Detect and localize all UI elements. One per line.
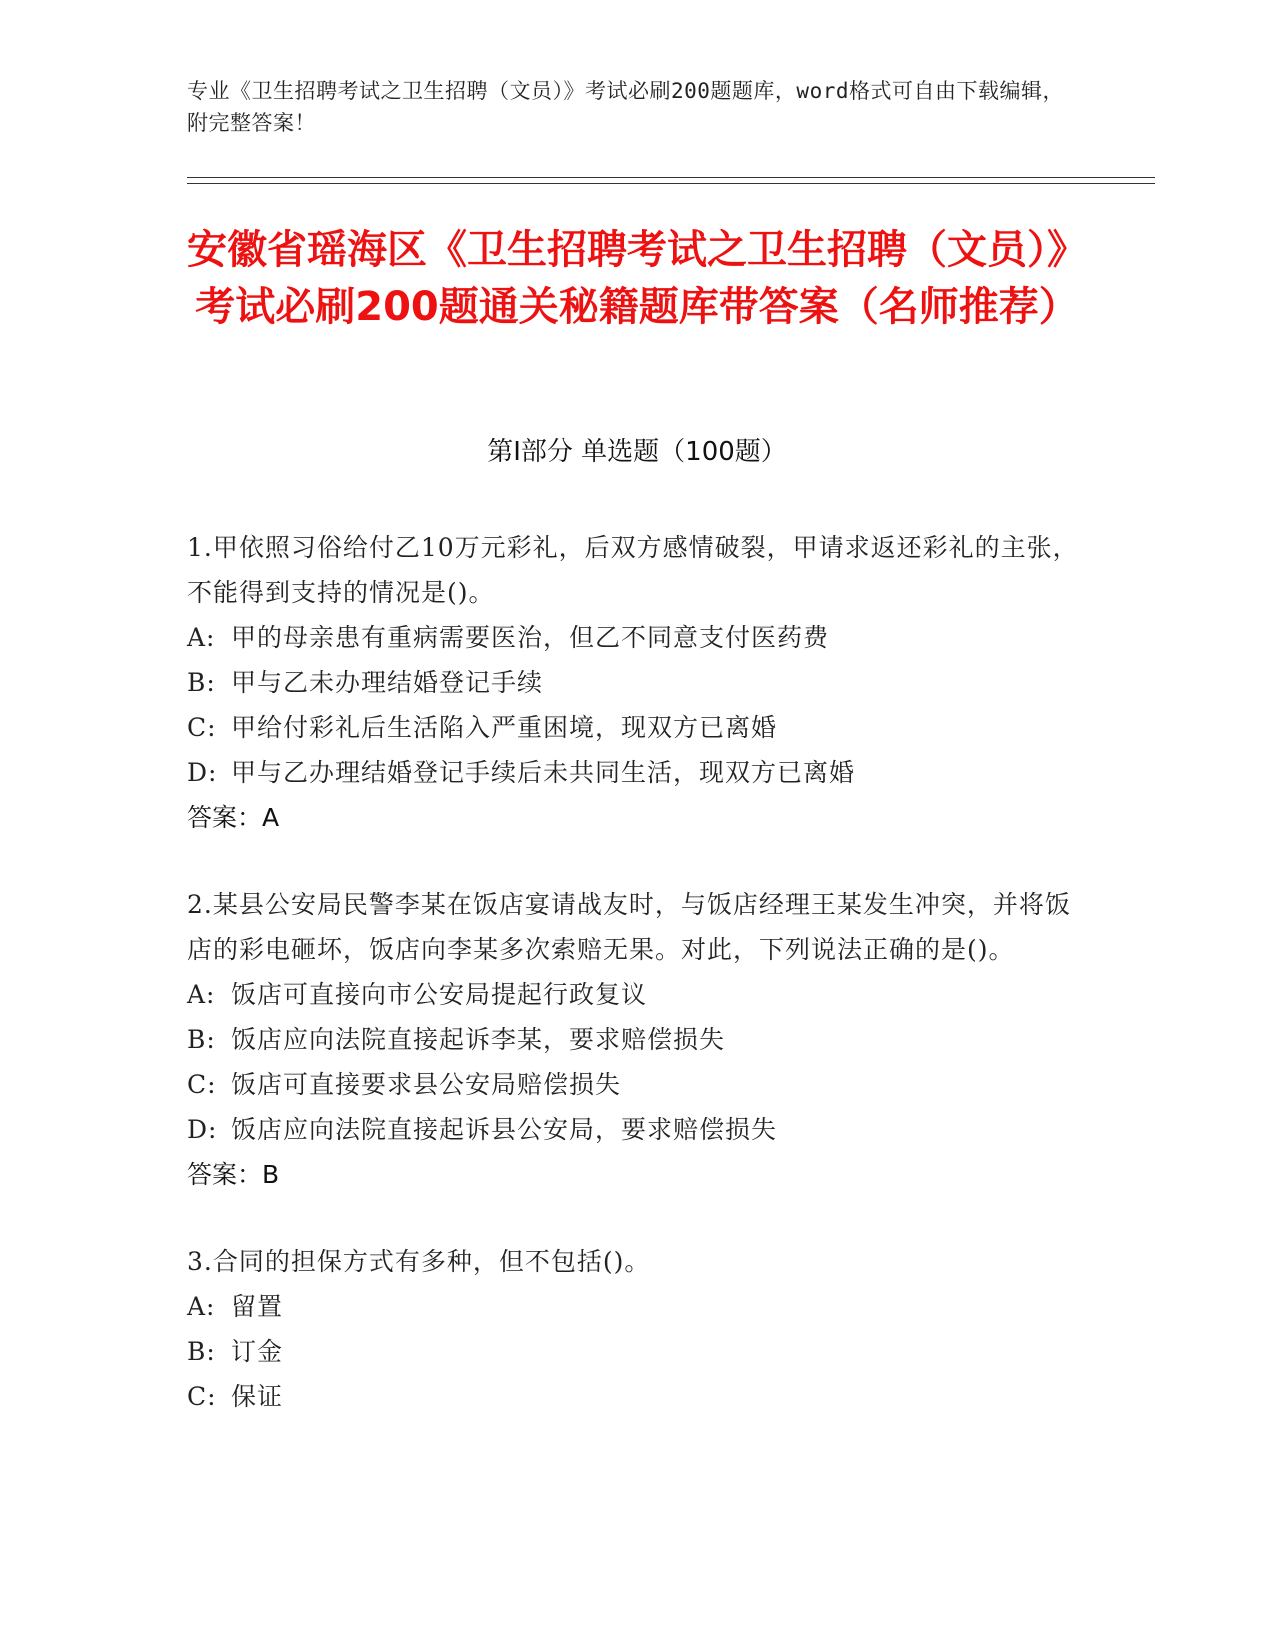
option-key: C:	[187, 1070, 217, 1099]
option-b	[187, 1329, 1087, 1374]
answer: 答案：B	[187, 1160, 280, 1189]
question-stem: 1.甲依照习俗给付乙10万元彩礼，后双方感情破裂，甲请求返还彩礼的主张，不能得到支持的情况是()。	[187, 533, 1079, 607]
question-list	[187, 525, 1087, 1461]
option-text: 饭店可直接要求县公安局赔偿损失	[231, 1070, 622, 1099]
option-key: C:	[187, 1382, 217, 1411]
question-stem: 2.某县公安局民警李某在饭店宴请战友时，与饭店经理王某发生冲突，并将饭店的彩电砸坏，饭店向李某多次索赔无果。对此，下列说法正确的是()。	[187, 890, 1071, 964]
header-divider-top	[187, 177, 1155, 178]
option-a	[187, 972, 1087, 1017]
option-c	[187, 1062, 1087, 1107]
header-divider-bottom	[187, 183, 1155, 184]
option-a	[187, 1284, 1087, 1329]
option-text: 留置	[231, 1292, 284, 1321]
header-note: 专业《卫生招聘考试之卫生招聘（文员）》考试必刷200题题库，word格式可自由下载编辑，附完整答案！	[187, 79, 1064, 135]
question-1	[187, 525, 1087, 840]
option-b	[187, 1017, 1087, 1062]
document-title: 安徽省瑶海区《卫生招聘考试之卫生招聘（文员）》考试必刷200题通关秘籍题库带答案（名师推荐）	[187, 227, 1087, 330]
option-key: B:	[187, 1025, 216, 1054]
option-text: 饭店可直接向市公安局提起行政复议	[231, 980, 648, 1009]
option-text: 甲与乙办理结婚登记手续后未共同生活，现双方已离婚	[231, 758, 856, 787]
option-c	[187, 705, 1087, 750]
option-a	[187, 615, 1087, 660]
option-key: A:	[187, 623, 216, 652]
option-key: D:	[187, 758, 218, 787]
option-text: 甲的母亲患有重病需要医治，但乙不同意支付医药费	[231, 623, 830, 652]
option-key: A:	[187, 1292, 216, 1321]
question-2	[187, 882, 1087, 1197]
question-3	[187, 1239, 1087, 1419]
question-stem: 3.合同的担保方式有多种，但不包括()。	[187, 1247, 651, 1276]
option-key: B:	[187, 1337, 216, 1366]
option-text: 饭店应向法院直接起诉李某，要求赔偿损失	[231, 1025, 726, 1054]
option-text: 甲给付彩礼后生活陷入严重困境，现双方已离婚	[231, 713, 778, 742]
answer: 答案：A	[187, 803, 280, 832]
option-text: 甲与乙未办理结婚登记手续	[231, 668, 544, 697]
option-c	[187, 1374, 1087, 1419]
option-b	[187, 660, 1087, 705]
option-key: C:	[187, 713, 217, 742]
option-d	[187, 750, 1087, 795]
option-key: A:	[187, 980, 216, 1009]
option-d	[187, 1107, 1087, 1152]
option-text: 保证	[231, 1382, 284, 1411]
section-heading: 第Ⅰ部分 单选题（100题）	[487, 437, 787, 467]
option-text: 饭店应向法院直接起诉县公安局，要求赔偿损失	[231, 1115, 778, 1144]
option-key: D:	[187, 1115, 218, 1144]
option-key: B:	[187, 668, 216, 697]
option-text: 订金	[231, 1337, 284, 1366]
